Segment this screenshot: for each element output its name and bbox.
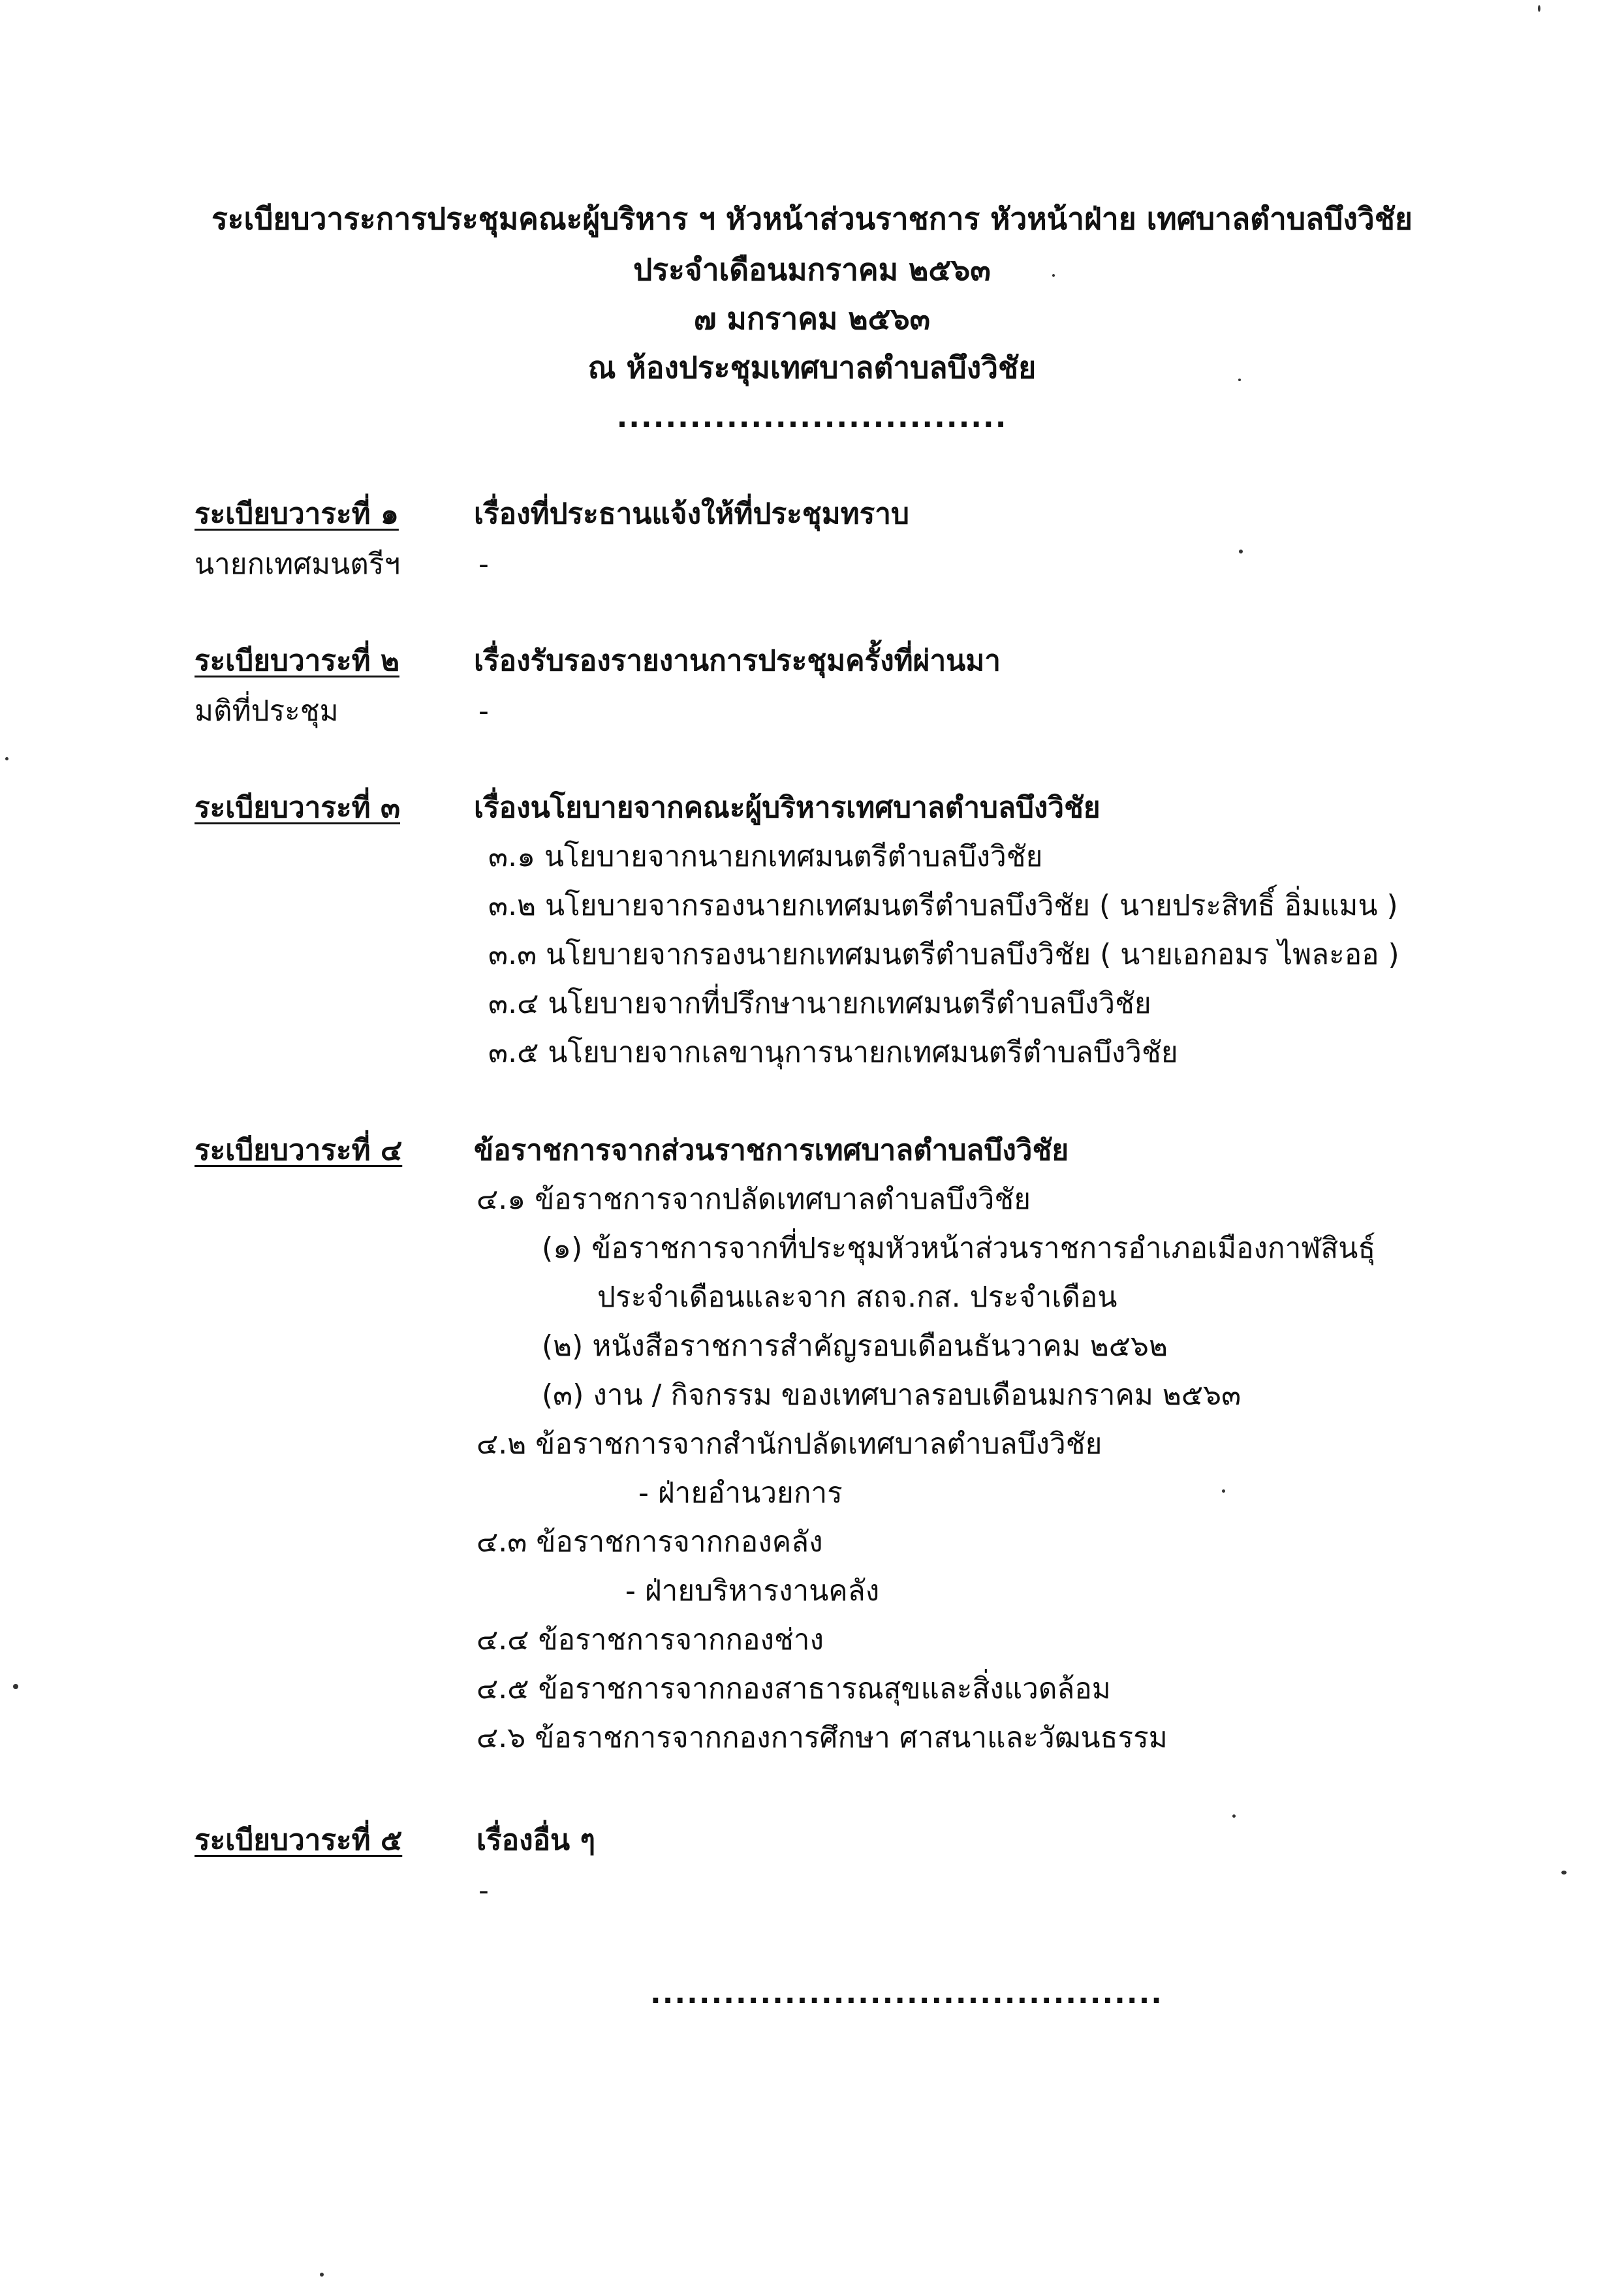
scan-speck: [1238, 379, 1241, 381]
scan-speck: [13, 1684, 18, 1689]
meeting-venue: ณ ห้องประชุมเทศบาลตำบลบึงวิชัย: [587, 350, 1037, 385]
document-title: ระเบียบวาระการประชุมคณะผู้บริหาร ฯ หัวหน้าส่วนราชการ หัวหน้าฝ่าย เทศบาลตำบลบึงวิชัย: [211, 201, 1413, 236]
list-item: (๒) หนังสือราชการสำคัญรอบเดือนธันวาคม ๒๕๖๒: [542, 1330, 1168, 1363]
list-item: ๔.๔ ข้อราชการจากกองช่าง: [476, 1623, 824, 1657]
agenda-topic: เรื่องรับรองรายงานการประชุมครั้งที่ผ่านมา: [474, 644, 1001, 677]
list-item: ๓.๑ นโยบายจากนายกเทศมนตรีตำบลบึงวิชัย: [488, 840, 1043, 873]
list-item: ประจำเดือนและจาก สถจ.กส. ประจำเดือน: [597, 1281, 1117, 1314]
document-subtitle: ประจำเดือนมกราคม ๒๕๖๓: [633, 252, 991, 287]
list-item: ๔.๑ ข้อราชการจากปลัดเทศบาลตำบลบึงวิชัย: [476, 1183, 1031, 1216]
list-item: (๓) งาน / กิจกรรม ของเทศบาลรอบเดือนมกราคม ๒๕๖๓: [542, 1378, 1241, 1412]
list-item: ๓.๔ นโยบายจากที่ปรึกษานายกเทศมนตรีตำบลบึงวิชัย: [488, 987, 1151, 1020]
list-item: ๓.๕ นโยบายจากเลขานุการนายกเทศมนตรีตำบลบึงวิชัย: [488, 1036, 1178, 1069]
agenda-label: ระเบียบวาระที่ ๑: [195, 497, 399, 531]
agenda-topic: เรื่องอื่น ๆ: [476, 1824, 596, 1857]
scan-speck: [320, 2273, 324, 2277]
scan-speck: [1561, 1871, 1567, 1875]
header-separator: ................................: [616, 401, 1008, 434]
scan-speck: [1052, 274, 1055, 277]
list-item: ๓.๒ นโยบายจากรองนายกเทศมนตรีตำบลบึงวิชัย ( นายประสิทธิ์ อิ่มแมน ): [488, 889, 1398, 922]
agenda-topic: เรื่องที่ประธานแจ้งให้ที่ประชุมทราบ: [474, 497, 909, 531]
list-item: - ฝ่ายบริหารงานคลัง: [625, 1574, 880, 1608]
list-item: - ฝ่ายอำนวยการ: [638, 1476, 843, 1510]
agenda-sub-text: -: [478, 1874, 489, 1907]
scan-speck: [5, 757, 8, 760]
agenda-label: ระเบียบวาระที่ ๓: [195, 791, 401, 824]
meeting-date: ๗ มกราคม ๒๕๖๓: [693, 301, 931, 336]
footer-separator: ..........................................: [650, 1977, 1164, 2010]
scan-speck: [1222, 1489, 1225, 1493]
agenda-topic: ข้อราชการจากส่วนราชการเทศบาลตำบลบึงวิชัย: [474, 1134, 1069, 1167]
agenda-sub-label: มติที่ประชุม: [195, 694, 339, 728]
scan-speck: [1239, 550, 1243, 553]
scan-speck: [1538, 5, 1540, 12]
list-item: ๔.๓ ข้อราชการจากกองคลัง: [476, 1525, 823, 1559]
list-item: (๑) ข้อราชการจากที่ประชุมหัวหน้าส่วนราชการอำเภอเมืองกาฬสินธุ์: [542, 1232, 1376, 1265]
agenda-sub-text: -: [478, 694, 489, 728]
agenda-topic: เรื่องนโยบายจากคณะผู้บริหารเทศบาลตำบลบึงวิชัย: [474, 791, 1101, 824]
agenda-sub-text: -: [478, 548, 489, 581]
agenda-label: ระเบียบวาระที่ ๒: [195, 644, 399, 677]
list-item: ๔.๖ ข้อราชการจากกองการศึกษา ศาสนาและวัฒนธรรม: [476, 1721, 1168, 1754]
scan-speck: [1232, 1814, 1236, 1818]
list-item: ๓.๓ นโยบายจากรองนายกเทศมนตรีตำบลบึงวิชัย ( นายเอกอมร ไพละออ ): [488, 938, 1399, 971]
list-item: ๔.๒ ข้อราชการจากสำนักปลัดเทศบาลตำบลบึงวิชัย: [476, 1427, 1102, 1461]
agenda-label: ระเบียบวาระที่ ๕: [195, 1824, 403, 1857]
agenda-label: ระเบียบวาระที่ ๔: [195, 1134, 403, 1167]
list-item: ๔.๕ ข้อราชการจากกองสาธารณสุขและสิ่งแวดล้อม: [476, 1672, 1111, 1705]
agenda-sub-label: นายกเทศมนตรีฯ: [195, 548, 401, 581]
